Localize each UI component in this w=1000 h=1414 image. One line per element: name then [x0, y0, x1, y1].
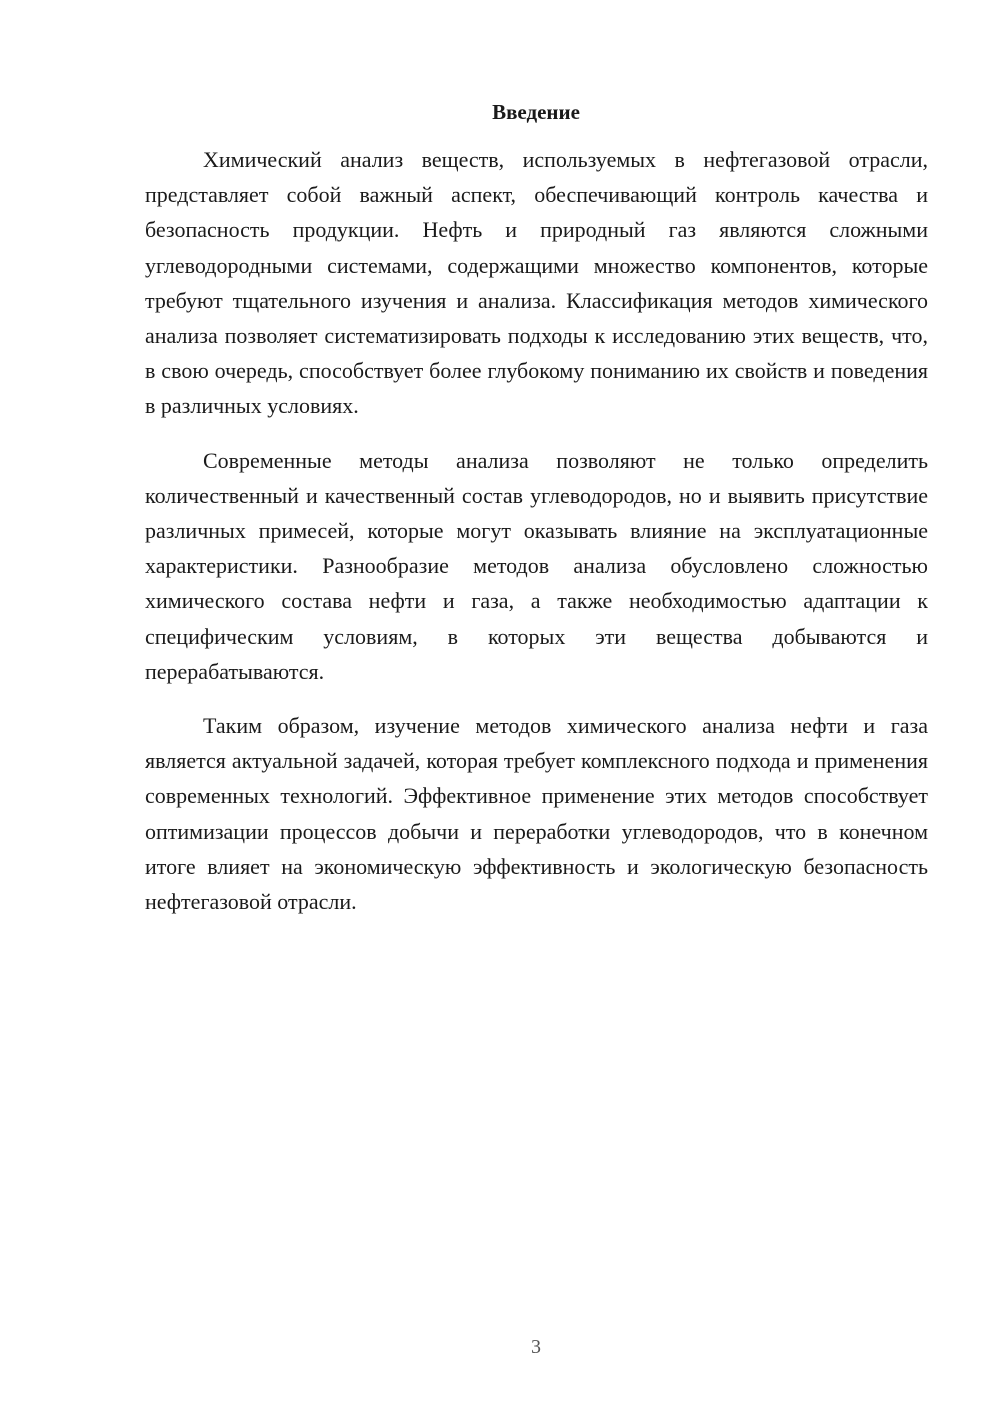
paragraph-1: Химический анализ веществ, используемых в нефтегазовой отрасли, представляет собой важный аспект, обеспечивающий контроль качества и безопасность продукции. Нефть и природный газ являются сложными углеводородными системами, содержащими множество компонентов, которые требуют тщательного изучения и анализа. Классификация методов химического анализа позволяет систематизировать подходы к исследованию этих веществ, что, в свою очередь, способствует более глубокому пониманию их свойств и поведения в различных условиях.: [145, 147, 928, 419]
paragraph-2: Современные методы анализа позволяют не только определить количественный и качественный состав углеводородов, но и выявить присутствие различных примесей, которые могут оказывать влияние на эксплуатационные характеристики. Разнообразие методов анализа обусловлено сложностью химического состава нефти и газа, а также необходимостью адаптации к специфическим условиям, в которых эти вещества добываются и перерабатываются.: [145, 447, 928, 684]
paragraph-3: Таким образом, изучение методов химического анализа нефти и газа является актуальной задачей, которая требует комплексного подхода и применения современных технологий. Эффективное применение этих методов способствует оптимизации процессов добычи и переработки углеводородов, что в конечном итоге влияет на экономическую эффективность и экологическую безопасность нефтегазовой отрасли.: [145, 713, 928, 915]
body-text: [145, 142, 928, 919]
section-heading: Введение: [492, 100, 580, 124]
page-number: 3: [531, 1336, 541, 1358]
